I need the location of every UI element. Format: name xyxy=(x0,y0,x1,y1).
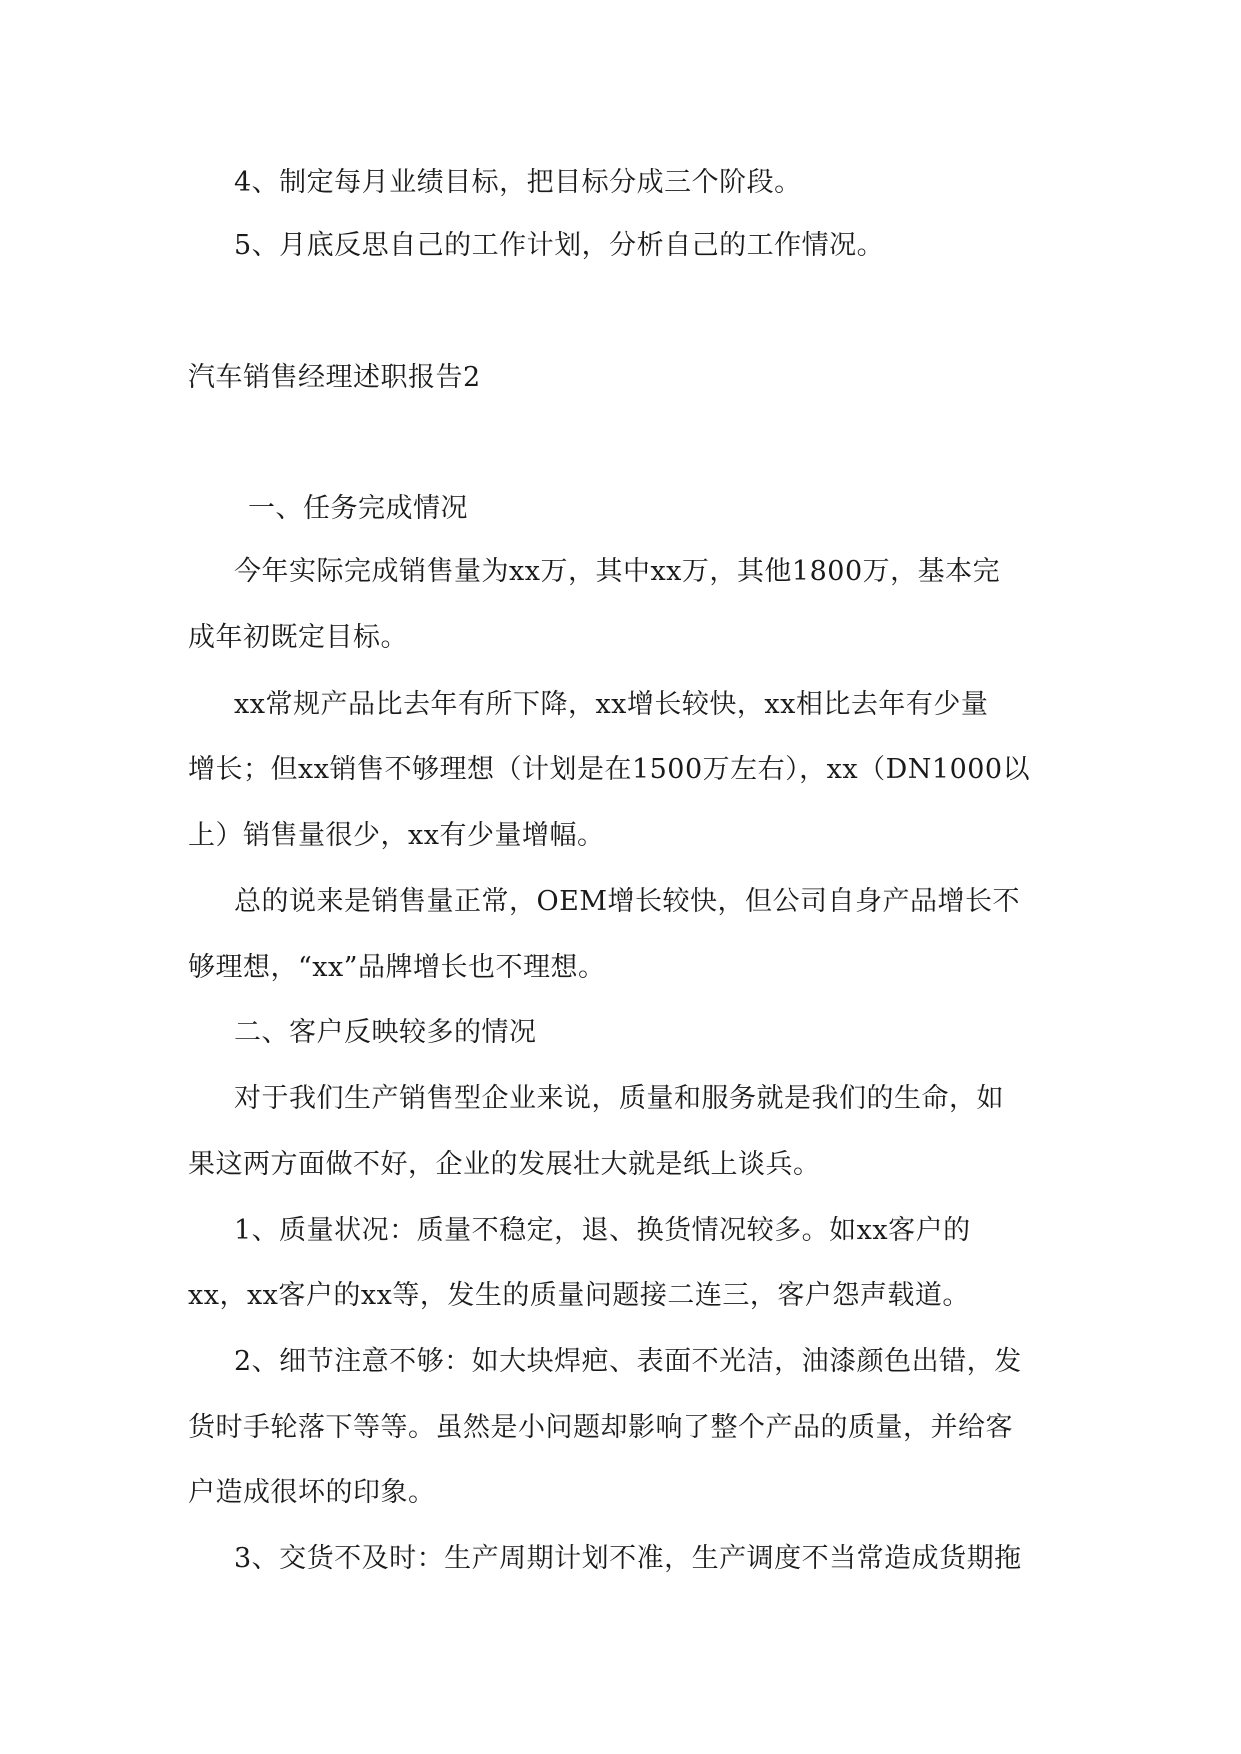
paragraph-6-line-3: 户造成很坏的印象。 xyxy=(188,1477,436,1508)
section-heading-1: 一、任务完成情况 xyxy=(248,493,468,524)
paragraph-5-line-1: 1、质量状况：质量不稳定，退、换货情况较多。如xx客户的 xyxy=(234,1215,971,1246)
paragraph-3-line-2: 够理想，“xx”品牌增长也不理想。 xyxy=(188,952,606,983)
list-item-4: 4、制定每月业绩目标，把目标分成三个阶段。 xyxy=(234,167,802,198)
paragraph-4-line-2: 果这两方面做不好，企业的发展壮大就是纸上谈兵。 xyxy=(188,1149,821,1180)
paragraph-6-line-1: 2、细节注意不够：如大块焊疤、表面不光洁，油漆颜色出错，发 xyxy=(234,1346,1022,1377)
paragraph-4-line-1: 对于我们生产销售型企业来说，质量和服务就是我们的生命，如 xyxy=(234,1083,1004,1114)
paragraph-2-line-1: xx常规产品比去年有所下降，xx增长较快，xx相比去年有少量 xyxy=(234,689,989,720)
paragraph-7-line-1: 3、交货不及时：生产周期计划不准，生产调度不当常造成货期拖 xyxy=(234,1543,1022,1574)
paragraph-2-line-3: 上）销售量很少，xx有少量增幅。 xyxy=(188,820,605,851)
paragraph-2-line-2: 增长；但xx销售不够理想（计划是在1500万左右），xx（DN1000以 xyxy=(188,754,1031,785)
paragraph-5-line-2: xx，xx客户的xx等，发生的质量问题接二连三，客户怨声载道。 xyxy=(188,1280,970,1311)
section-heading-2: 二、客户反映较多的情况 xyxy=(234,1017,537,1048)
paragraph-1-line-1: 今年实际完成销售量为xx万，其中xx万，其他1800万，基本完 xyxy=(234,556,1001,587)
paragraph-3-line-1: 总的说来是销售量正常，OEM增长较快，但公司自身产品增长不 xyxy=(234,886,1020,917)
paragraph-6-line-2: 货时手轮落下等等。虽然是小问题却影响了整个产品的质量，并给客 xyxy=(188,1412,1013,1443)
report-title: 汽车销售经理述职报告2 xyxy=(188,362,481,393)
list-item-5: 5、月底反思自己的工作计划，分析自己的工作情况。 xyxy=(234,230,885,261)
paragraph-1-line-2: 成年初既定目标。 xyxy=(188,622,408,653)
